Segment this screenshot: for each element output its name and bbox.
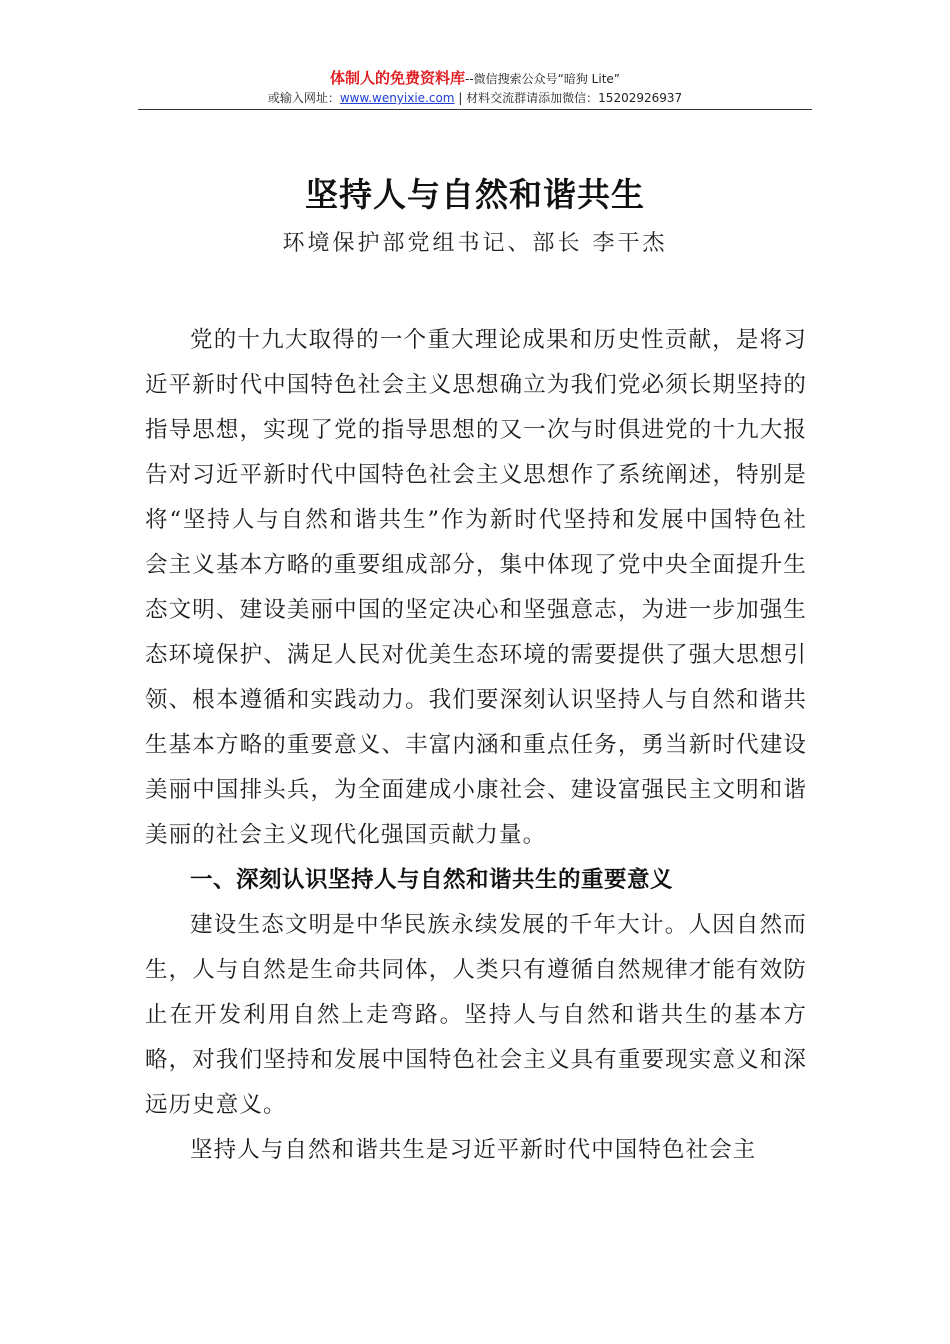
document-body xyxy=(145,318,807,1173)
contact-info: | 材料交流群请添加微信：15202926937 xyxy=(454,91,683,105)
url-prefix: 或输入网址： xyxy=(267,91,340,105)
page-header xyxy=(138,68,812,107)
header-line-1 xyxy=(138,68,812,89)
brand-name: 体制人的免费资料库 xyxy=(329,69,465,87)
header-note: --微信搜索公众号“暗狗 Lite” xyxy=(464,72,621,86)
header-divider xyxy=(138,109,812,110)
body-paragraph: 建设生态文明是中华民族永续发展的千年大计。人因自然而生，人与自然是生命共同体，人类只有遵循自然规律才能有效防止在开发利用自然上走弯路。坚持人与自然和谐共生的基本方略，对我们坚持和发展中国特色社会主义具有重要现实意义和深远历史意义。 xyxy=(145,912,807,1118)
body-paragraph: 坚持人与自然和谐共生是习近平新时代中国特色社会主 xyxy=(190,1137,757,1163)
header-line-2 xyxy=(138,89,812,107)
section-heading-1: 一、深刻认识坚持人与自然和谐共生的重要意义 xyxy=(190,867,674,893)
document-title: 坚持人与自然和谐共生 xyxy=(305,175,645,214)
intro-paragraph: 党的十九大取得的一个重大理论成果和历史性贡献，是将习近平新时代中国特色社会主义思想确立为我们党必须长期坚持的指导思想，实现了党的指导思想的又一次与时俱进党的十九大报告对习近平新时代中国特色社会主义思想作了系统阐述，特别是将“坚持人与自然和谐共生”作为新时代坚持和发展中国特色社会主义基本方略的重要组成部分，集中体现了党中央全面提升生态文明、建设美丽中国的坚定决心和坚强意志，为进一步加强生态环境保护、满足人民对优美生态环境的需要提供了强大思想引领、根本遵循和实践动力。我们要深刻认识坚持人与自然和谐共生基本方略的重要意义、丰富内涵和重点任务，勇当新时代建设美丽中国排头兵，为全面建成小康社会、建设富强民主文明和谐美丽的社会主义现代化强国贡献力量。 xyxy=(145,327,807,848)
website-link[interactable]: www.wenyixie.com xyxy=(339,91,455,105)
author-byline: 环境保护部党组书记、部长 李干杰 xyxy=(282,231,668,256)
